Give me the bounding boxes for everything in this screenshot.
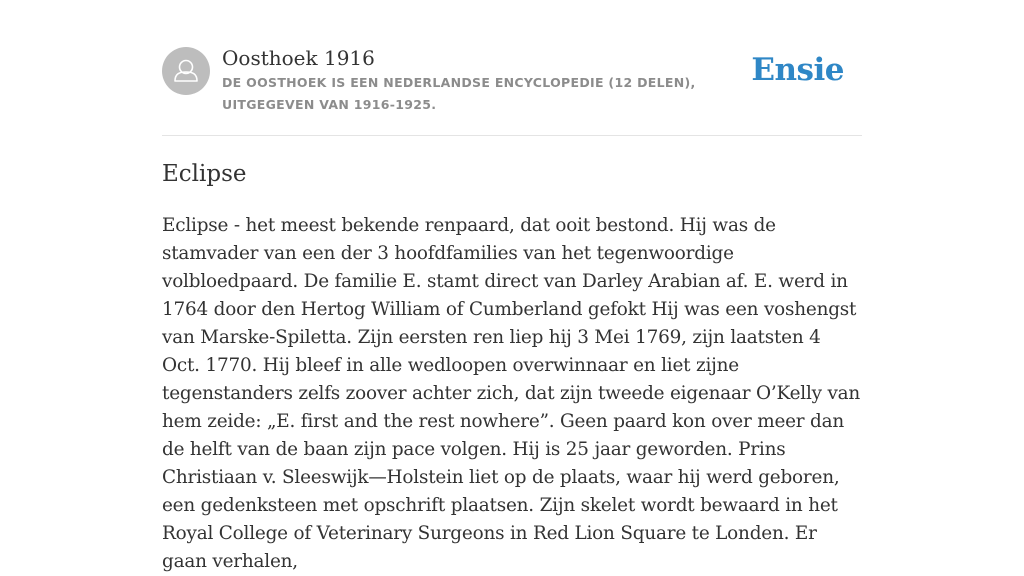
source-name[interactable]: Oosthoek 1916 — [222, 46, 375, 70]
source-header — [162, 46, 862, 136]
article-body: Eclipse - het meest bekende renpaard, dat ooit bestond. Hij was de stamvader van een der 3 hoofdfamilies van het tegenwoordige volbloedpaard. De familie E. stamt direct van Darley Arabian af. E. werd in 1764 door den Hertog William of Cumberland gefokt Hij was een voshengst van Marske-Spiletta. Zijn eersten ren liep hij 3 Mei 1769, zijn laatsten 4 Oct. 1770. Hij bleef in alle wedloopen overwinnaar en liet zijne tegenstanders zelfs zoover achter zich, dat zijn tweede eigenaar O’Kelly van hem zeide: „E. first and the rest nowhere”. Geen paard kon over meer dan de helft van de baan zijn pace volgen. Hij is 25 jaar geworden. Prins Christiaan v. Sleeswijk—Holstein liet op de plaats, waar hij werd geboren, een gedenksteen met opschrift plaatsen. Zijn skelet wordt bewaard in het Royal College of Veterinary Surgeons in Red Lion Square te Londen. Er gaan verhalen, — [162, 215, 861, 572]
brand-logo[interactable]: Ensie — [751, 52, 844, 88]
user-silhouette-icon — [162, 47, 210, 95]
article-title: Eclipse — [162, 161, 247, 187]
header-divider — [162, 135, 862, 136]
avatar[interactable] — [162, 47, 210, 95]
source-description: DE OOSTHOEK IS EEN NEDERLANDSE ENCYCLOPEDIE (12 DELEN), UITGEGEVEN VAN 1916-1925. — [222, 75, 696, 112]
